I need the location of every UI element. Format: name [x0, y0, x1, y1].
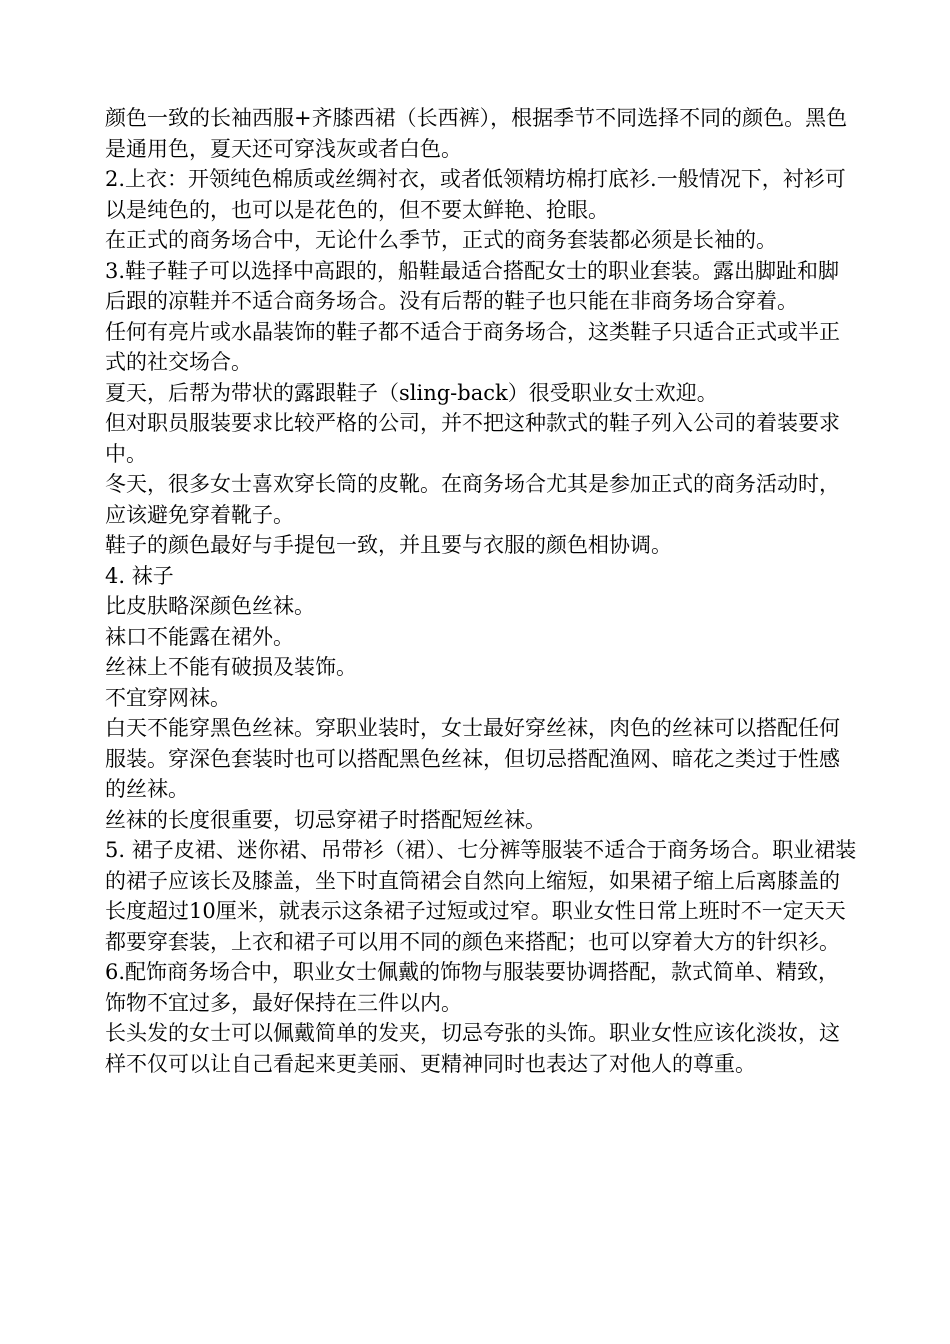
paragraph-accessories: 6.配饰商务场合中，职业女士佩戴的饰物与服装要协调搭配，款式简单、精致，饰物不宜过多，最好保持在三件以内。 [105, 960, 840, 1015]
paragraph-shoe-decoration: 任何有亮片或水晶装饰的鞋子都不适合于商务场合，这类鞋子只适合正式或半正式的社交场合。 [105, 319, 840, 374]
heading-stockings: 4. 袜子 [105, 563, 174, 588]
paragraph-top: 2.上衣：开领纯色棉质或丝绸衬衣，或者低领精坊棉打底衫.一般情况下，衬衫可以是纯色的，也可以是花色的，但不要太鲜艳、抢眼。 [105, 167, 846, 222]
paragraph-summer-shoes: 夏天，后帮为带状的露跟鞋子（sling-back）很受职业女士欢迎。 [105, 380, 718, 405]
document-body [105, 103, 857, 1079]
paragraph-black-stockings: 白天不能穿黑色丝袜。穿职业装时，女士最好穿丝袜，肉色的丝袜可以搭配任何服装。穿深色套装时也可以搭配黑色丝袜，但切忌搭配渔网、暗花之类过于性感的丝袜。 [105, 716, 840, 801]
paragraph-strict-company: 但对职员服装要求比较严格的公司，并不把这种款式的鞋子列入公司的着装要求中。 [105, 411, 840, 466]
paragraph-suit-color: 颜色一致的长袖西服+齐膝西裙（长西裤），根据季节不同选择不同的颜色。黑色是通用色，夏天还可穿浅灰或者白色。 [105, 106, 848, 161]
paragraph-stocking-color: 比皮肤略深颜色丝袜。 [105, 594, 315, 618]
paragraph-winter-boots: 冬天，很多女士喜欢穿长筒的皮靴。在商务场合尤其是参加正式的商务活动时，应该避免穿着靴子。 [105, 472, 840, 527]
paragraph-fishnet: 不宜穿网袜。 [105, 685, 231, 710]
paragraph-stocking-damage: 丝袜上不能有破损及装饰。 [105, 655, 357, 679]
paragraph-hair-makeup: 长头发的女士可以佩戴简单的发夹，切忌夸张的头饰。职业女性应该化淡妆，这样不仅可以让自己看起来更美丽、更精神同时也表达了对他人的尊重。 [105, 1021, 840, 1076]
paragraph-stocking-length: 丝袜的长度很重要，切忌穿裙子时搭配短丝袜。 [105, 807, 546, 832]
paragraph-stocking-top: 袜口不能露在裙外。 [105, 624, 294, 649]
paragraph-skirts: 5. 裙子皮裙、迷你裙、吊带衫（裙）、七分裤等服装不适合于商务场合。职业裙装的裙子应该长及膝盖，坐下时直筒裙会自然向上缩短，如果裙子缩上后离膝盖的长度超过10厘米，就表示这条裙子过短或过窄。职业女性日常上班时不一定天天都要穿套装，上衣和裙子可以用不同的颜色来搭配；也可以穿着大方的针织衫。 [105, 838, 857, 954]
paragraph-shoes: 3.鞋子鞋子可以选择中高跟的，船鞋最适合搭配女士的职业套装。露出脚趾和脚后跟的凉鞋并不适合商务场合。没有后帮的鞋子也只能在非商务场合穿着。 [105, 258, 840, 313]
paragraph-long-sleeve: 在正式的商务场合中，无论什么季节，正式的商务套装都必须是长袖的。 [105, 228, 777, 252]
paragraph-shoe-color: 鞋子的颜色最好与手提包一致，并且要与衣服的颜色相协调。 [105, 533, 672, 557]
